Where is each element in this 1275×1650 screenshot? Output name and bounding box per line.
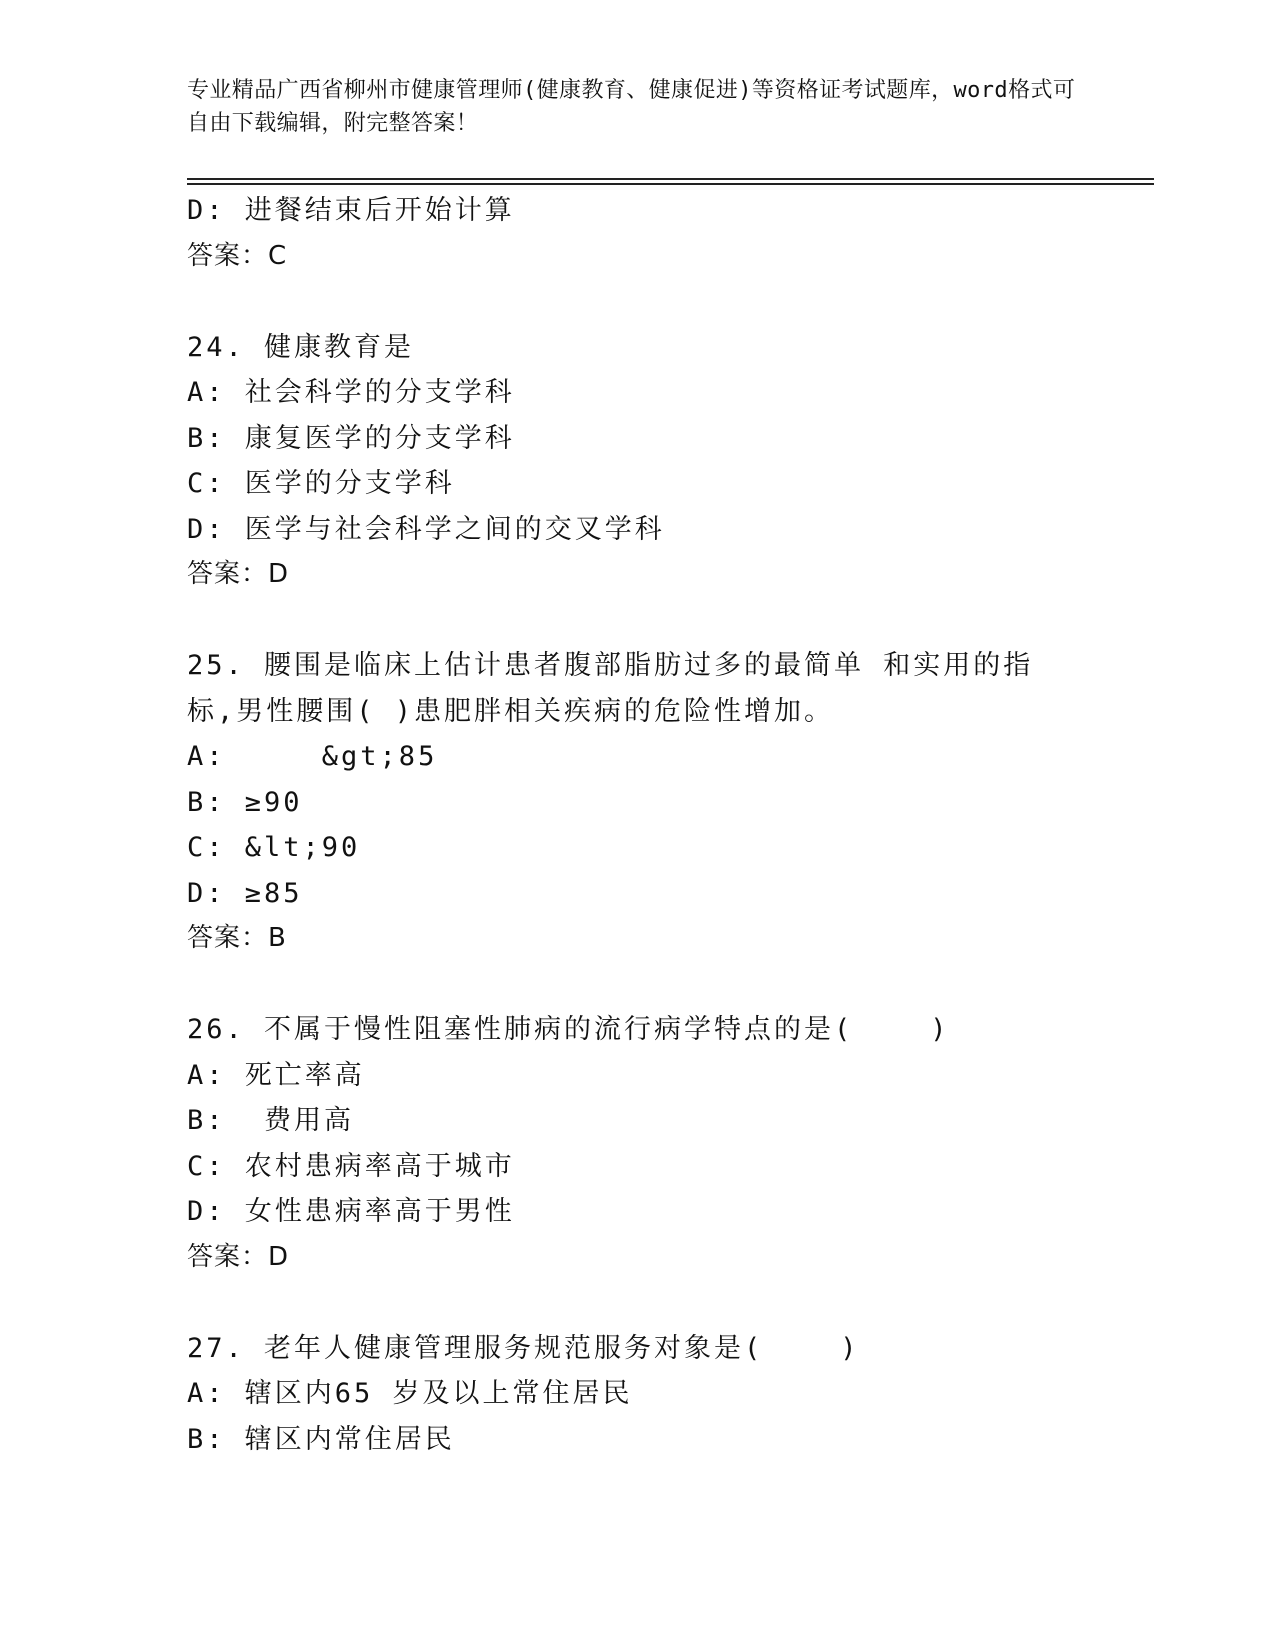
document-header: 专业精品广西省柳州市健康管理师(健康教育、健康促进)等资格证考试题库，word格式可自由下载编辑，附完整答案！ (187, 78, 1076, 136)
question-stem: 26. 不属于慢性阻塞性肺病的流行病学特点的是( ) (187, 1014, 950, 1045)
answer: 答案：D (187, 1241, 290, 1272)
option-a: A: 死亡率高 (187, 1059, 365, 1091)
option-c: C: 医学的分支学科 (187, 468, 455, 499)
question-stem: 27. 老年人健康管理服务规范服务对象是( ) (187, 1332, 860, 1364)
question-27 (187, 1326, 1147, 1463)
spacer (187, 279, 1147, 325)
option-b: B: ≥90 (187, 786, 303, 818)
option-b: B: 辖区内常住居民 (187, 1423, 455, 1455)
option-d: D: 女性患病率高于男性 (187, 1196, 515, 1227)
option-a: A: &gt;85 (187, 741, 438, 772)
question-list (187, 188, 1147, 1462)
header-rule-top (187, 178, 1154, 180)
spacer (187, 1280, 1147, 1326)
question-24 (187, 325, 1147, 598)
option-b: B: 费用高 (187, 1105, 355, 1136)
question-25 (187, 643, 1147, 962)
answer: 答案：D (187, 559, 290, 589)
option-a: A: 辖区内65 岁及以上常住居民 (187, 1378, 633, 1409)
answer: 答案：B (187, 923, 287, 953)
spacer (187, 598, 1147, 644)
question-stem: 24. 健康教育是 (187, 331, 415, 363)
spacer (187, 962, 1147, 1008)
option-a: A: 社会科学的分支学科 (187, 377, 515, 408)
option-b: B: 康复医学的分支学科 (187, 422, 515, 454)
question-stem: 25. 腰围是临床上估计患者腹部脂肪过多的最简单 和实用的指标,男性腰围( )患肥胖相关疾病的危险性增加。 (187, 650, 1034, 727)
header-rule-bottom (187, 183, 1154, 185)
question-26 (187, 1007, 1147, 1280)
option-d: D: ≥85 (187, 877, 303, 909)
option-c: C: 农村患病率高于城市 (187, 1150, 515, 1182)
option-c: C: &lt;90 (187, 832, 361, 863)
prev-option-d: D: 进餐结束后开始计算 (187, 195, 515, 226)
option-d: D: 医学与社会科学之间的交叉学科 (187, 513, 665, 545)
prev-answer: 答案：C (187, 240, 288, 271)
